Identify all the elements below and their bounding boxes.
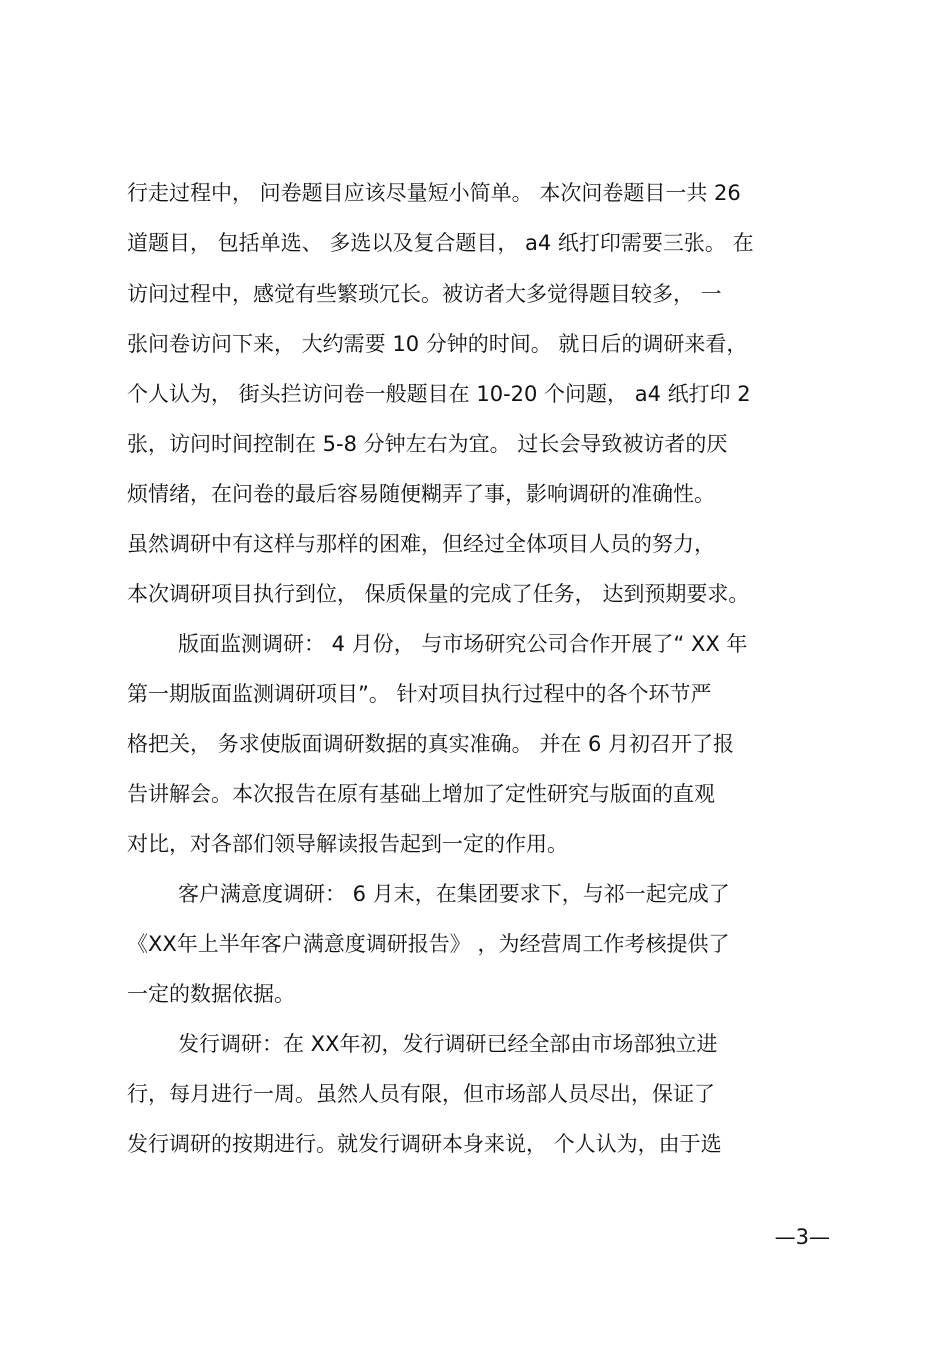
body-text-line: 发行调研的按期进行。就发行调研本身来说， 个人认为，由于选: [127, 1132, 722, 1156]
body-text-line: 一定的数据依据。: [127, 982, 295, 1006]
body-text-line: 行，每月进行一周。虽然人员有限，但市场部人员尽出，保证了: [127, 1082, 715, 1106]
body-text-line: 行走过程中， 问卷题目应该尽量短小简单。 本次问卷题目一共 26: [127, 181, 741, 205]
body-text-line: 格把关， 务求使版面调研数据的真实准确。 并在 6 月初召开了报: [127, 732, 735, 756]
body-text-line: 虽然调研中有这样与那样的困难，但经过全体项目人员的努力，: [127, 532, 715, 556]
paragraph-heading-line: 版面监测调研： 4 月份， 与市场研究公司合作开展了“ XX 年: [178, 632, 748, 656]
body-text-line: 对比，对各部们领导解读报告起到一定的作用。: [127, 832, 568, 856]
body-text-line: 烦情绪，在问卷的最后容易随便糊弄了事，影响调研的准确性。: [127, 482, 715, 506]
page-number: —3—: [774, 1225, 830, 1249]
body-text-line: 《XX年上半年客户满意度调研报告》 ，为经营周工作考核提供了: [127, 932, 730, 956]
body-text-line: 张问卷访问下来， 大约需要 10 分钟的时间。 就日后的调研来看，: [127, 332, 748, 356]
body-text-line: 访问过程中，感觉有些繁琐冗长。被访者大多觉得题目较多， 一: [127, 282, 722, 306]
body-text-line: 告讲解会。本次报告在原有基础上增加了定性研究与版面的直观: [127, 782, 715, 806]
body-text-line: 第一期版面监测调研项目”。 针对项目执行过程中的各个环节严: [127, 682, 712, 706]
body-text-line: 个人认为， 街头拦访问卷一般题目在 10-20 个问题， a4 纸打印 2: [127, 382, 751, 406]
body-text-line: 张，访问时间控制在 5-8 分钟左右为宜。 过长会导致被访者的厌: [127, 432, 728, 456]
body-text-line: 本次调研项目执行到位， 保质保量的完成了任务， 达到预期要求。: [127, 582, 750, 606]
body-text-line: 道题目， 包括单选、 多选以及复合题目， a4 纸打印需要三张。 在: [127, 231, 754, 255]
paragraph-heading-line: 发行调研：在 XX年初，发行调研已经全部由市场部独立进: [178, 1032, 718, 1056]
paragraph-heading-line: 客户满意度调研： 6 月末，在集团要求下，与祁一起完成了: [178, 882, 730, 906]
